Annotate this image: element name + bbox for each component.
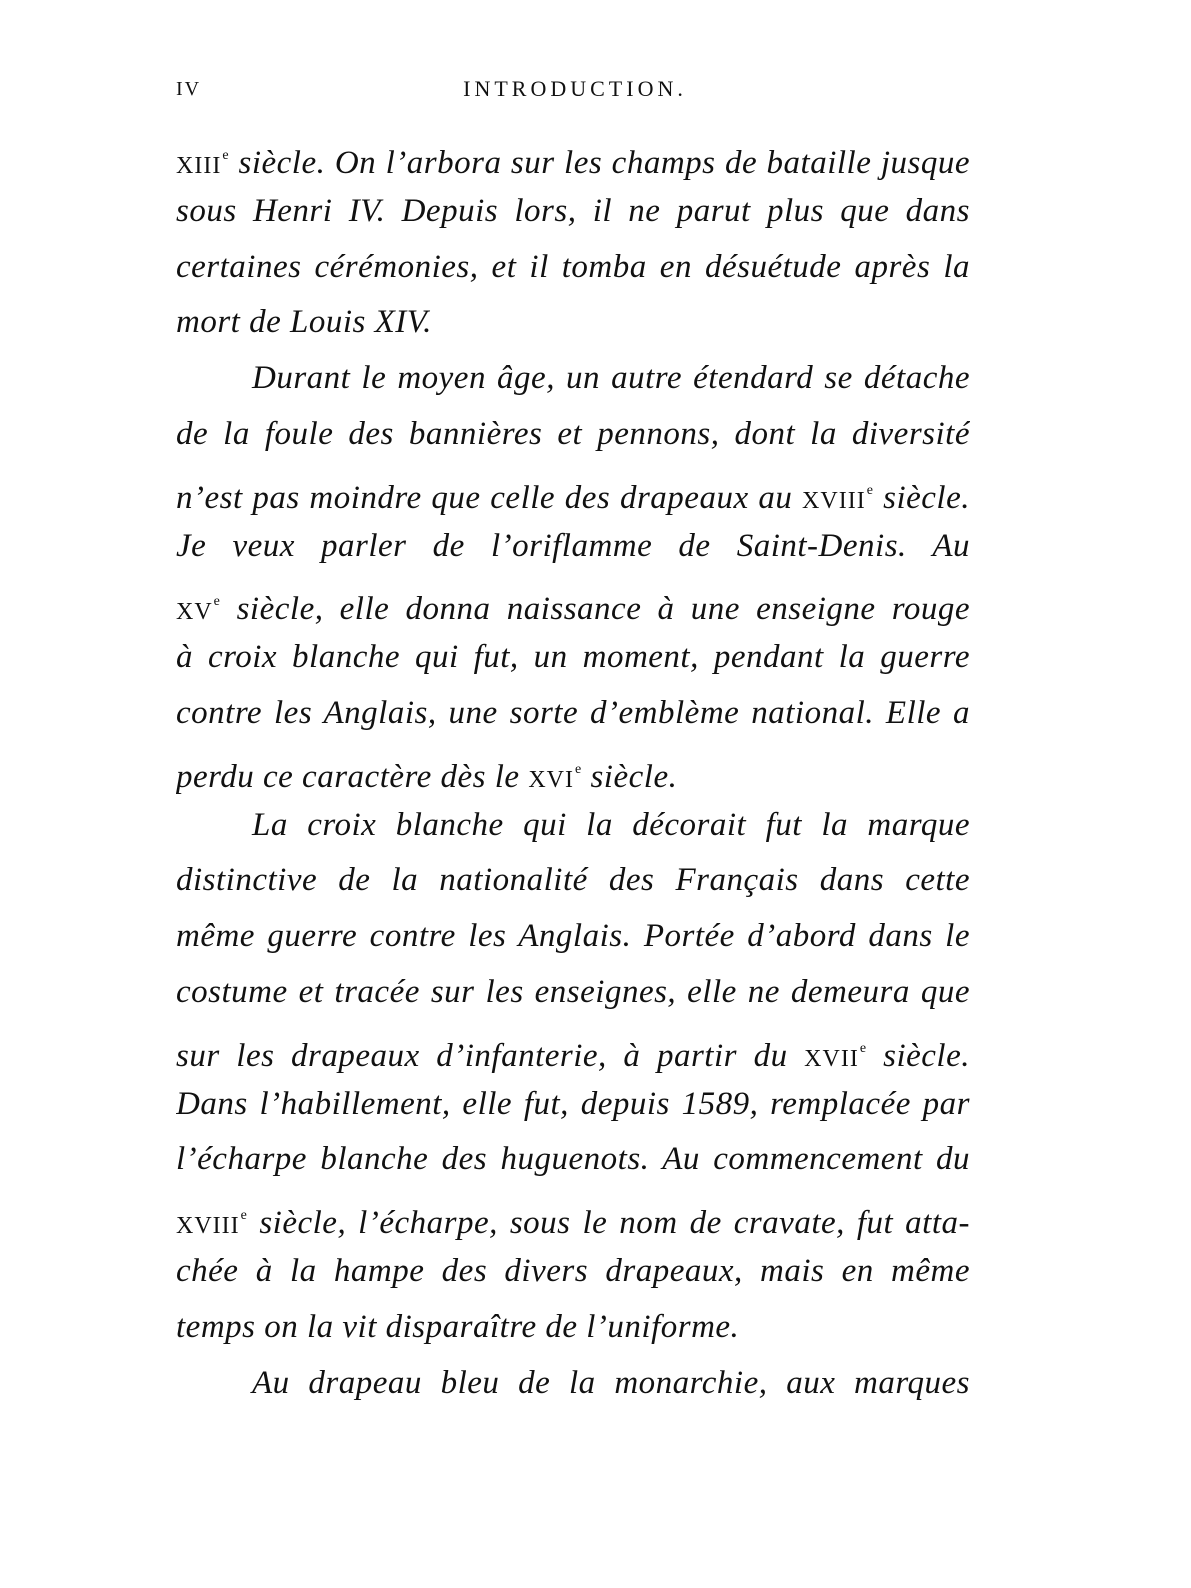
text-run: à croix blanche qui fut, un moment, pendant la guerre bbox=[176, 639, 970, 676]
text-run: siècle. bbox=[866, 1037, 970, 1074]
text-line bbox=[176, 1188, 970, 1244]
running-title: INTRODUCTION. bbox=[463, 76, 687, 101]
text-run: La croix blanche qui la décorait fut la marque bbox=[252, 806, 970, 843]
text-run: mort de Louis XIV. bbox=[176, 304, 432, 341]
text-line bbox=[176, 1077, 970, 1133]
text-run: siècle. bbox=[581, 758, 678, 795]
paragraph bbox=[176, 128, 970, 351]
text-run: sur les drapeaux d’infanterie, à partir du bbox=[176, 1037, 805, 1074]
century-numeral: XIII bbox=[176, 153, 222, 179]
page-number: IV bbox=[176, 78, 202, 100]
text-line bbox=[176, 909, 970, 965]
text-line bbox=[176, 686, 970, 742]
text-line bbox=[176, 1021, 970, 1077]
superscript: e bbox=[240, 1208, 248, 1224]
text-line bbox=[176, 184, 970, 240]
text-run: contre les Anglais, une sorte d’emblème national. Elle a bbox=[176, 694, 970, 731]
text-run: siècle, l’écharpe, sous le nom de cravate, fut atta- bbox=[247, 1205, 970, 1242]
text-line bbox=[176, 1244, 970, 1300]
superscript: e bbox=[575, 761, 582, 777]
text-line bbox=[176, 240, 970, 296]
text-run: chée à la hampe des divers drapeaux, mais en même bbox=[176, 1252, 970, 1289]
text-line bbox=[176, 407, 970, 463]
superscript: e bbox=[222, 148, 230, 163]
text-run: perdu ce caractère dès le bbox=[176, 758, 529, 795]
text-run: Au drapeau bleu de la monarchie, aux marques bbox=[252, 1364, 970, 1401]
text-line bbox=[176, 965, 970, 1021]
text-run: certaines cérémonies, et il tomba en désuétude après la bbox=[176, 248, 970, 285]
text-line bbox=[176, 519, 970, 575]
running-header bbox=[170, 72, 980, 112]
paragraph bbox=[176, 351, 970, 797]
text-run: Dans l’habillement, elle fut, depuis 1589, remplacée par bbox=[176, 1085, 970, 1122]
text-line bbox=[176, 574, 970, 630]
text-run: même guerre contre les Anglais. Portée d’abord dans le bbox=[176, 918, 970, 955]
paragraph bbox=[176, 798, 970, 1356]
text-line bbox=[176, 742, 970, 798]
text-run: siècle, elle donna naissance à une enseigne rouge bbox=[220, 591, 970, 628]
text-line bbox=[176, 128, 970, 184]
century-numeral: XV bbox=[176, 599, 213, 626]
text-run: Durant le moyen âge, un autre étendard se détache bbox=[252, 360, 970, 397]
century-numeral: XVI bbox=[528, 766, 574, 793]
text-run: distinctive de la nationalité des Français dans cette bbox=[176, 862, 970, 899]
text-line bbox=[176, 853, 970, 909]
paragraph bbox=[176, 1356, 970, 1412]
text-line bbox=[176, 798, 970, 854]
century-numeral: XVII bbox=[804, 1045, 859, 1072]
text-run: temps on la vit disparaître de l’uniforme. bbox=[176, 1308, 740, 1345]
text-run: siècle. bbox=[873, 479, 970, 516]
text-line bbox=[176, 463, 970, 519]
text-run: Je veux parler de l’oriflamme de Saint-Denis. Au bbox=[176, 527, 970, 564]
text-line bbox=[176, 1356, 970, 1412]
superscript: e bbox=[213, 594, 221, 610]
text-run: sous Henri IV. Depuis lors, il ne parut plus que dans bbox=[176, 192, 970, 229]
century-numeral: XVIII bbox=[176, 1213, 240, 1240]
text-line bbox=[176, 630, 970, 686]
superscript: e bbox=[859, 1040, 867, 1056]
text-run: n’est pas moindre que celle des drapeaux au bbox=[176, 479, 803, 516]
body-text bbox=[176, 128, 970, 1411]
text-line bbox=[176, 1300, 970, 1356]
superscript: e bbox=[866, 482, 874, 498]
text-line bbox=[176, 295, 970, 351]
text-run: de la foule des bannières et pennons, dont la diversité bbox=[176, 415, 970, 452]
text-run: l’écharpe blanche des huguenots. Au commencement du bbox=[176, 1141, 970, 1178]
text-line bbox=[176, 351, 970, 407]
century-numeral: XVIII bbox=[802, 487, 866, 514]
text-line bbox=[176, 1132, 970, 1188]
text-run: siècle. On l’arbora sur les champs de bataille jusque bbox=[229, 145, 970, 181]
text-run: costume et tracée sur les enseignes, elle ne demeura que bbox=[176, 973, 970, 1010]
